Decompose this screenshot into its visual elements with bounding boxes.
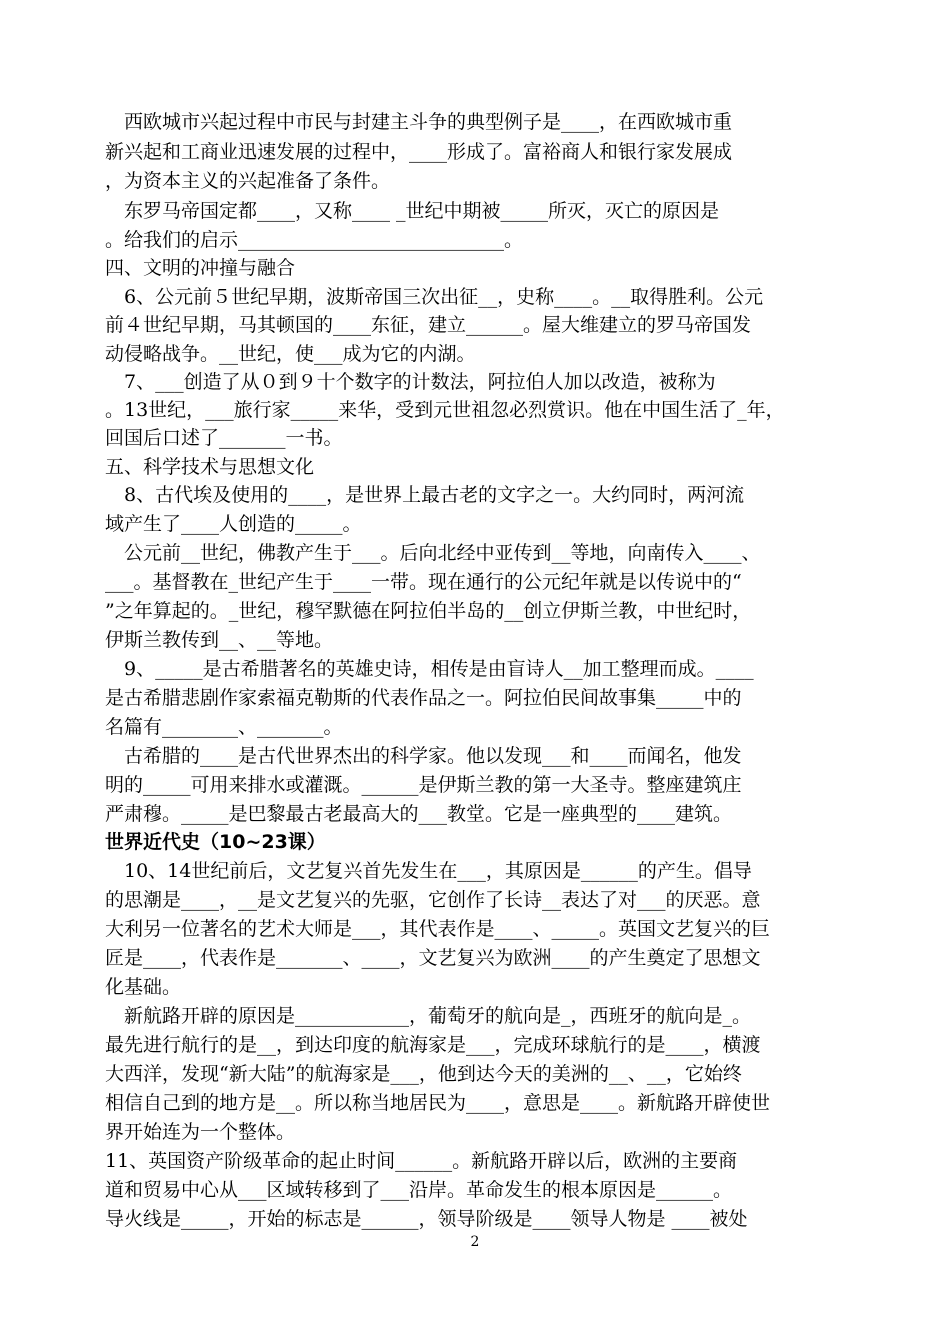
text-line: 最先进行航行的是__，到达印度的航海家是___，完成环球航行的是____，横渡 <box>105 1034 761 1056</box>
text-line: 9、_____是古希腊著名的英雄史诗，相传是由盲诗人__加工整理而成。____ <box>105 658 754 680</box>
text-line: 6、公元前５世纪早期，波斯帝国三次出征__，史称____。__取得胜利。公元 <box>105 286 764 308</box>
text-line: 的思潮是____，__是文艺复兴的先驱，它创作了长诗__表达了对___的厌恶。意 <box>105 889 761 911</box>
text-line: 大西洋，发现“新大陆”的航海家是___，他到达今天的美洲的__、__，它始终 <box>105 1063 742 1085</box>
text-line: 前４世纪早期，马其顿国的____东征，建立______。屋大维建立的罗马帝国发 <box>105 314 752 336</box>
text-line: ___。基督教在_世纪产生于____一带。现在通行的公元纪年就是以传说中的“ <box>105 571 742 593</box>
text-line: 11、英国资产阶级革命的起止时间______。新航路开辟以后，欧洲的主要商 <box>105 1150 738 1172</box>
text-line: ，为资本主义的兴起准备了条件。 <box>105 170 391 192</box>
text-line: 匠是____，代表作是_______、____，文艺复兴为欧洲____的产生奠定了思想文 <box>105 947 761 969</box>
text-line: 。给我们的启示____________________________。 <box>105 229 524 251</box>
text-line: 伊斯兰教传到__、__等地。 <box>105 629 334 651</box>
text-line: 。13世纪，___旅行家_____来华，受到元世祖忽必烈赏识。他在中国生活了_年， <box>105 399 785 421</box>
text-line: 化基础。 <box>105 976 182 998</box>
text-line: 8、古代埃及使用的____，是世界上最古老的文字之一。大约同时，两河流 <box>105 484 745 506</box>
text-line: ”之年算起的。_世纪，穆罕默德在阿拉伯半岛的__创立伊斯兰教，中世纪时， <box>105 600 752 622</box>
text-line: 明的_____可用来排水或灌溉。______是伊斯兰教的第一大圣寺。整座建筑庄 <box>105 774 742 796</box>
text-line: 10、14世纪前后，文艺复兴首先发生在___，其原因是______的产生。倡导 <box>105 860 752 882</box>
section-heading: 四、文明的冲撞与融合 <box>105 257 296 279</box>
text-line: 界开始连为一个整体。 <box>105 1121 296 1143</box>
section-heading: 五、科学技术与思想文化 <box>105 456 315 478</box>
text-line: 7、___创造了从０到９十个数字的计数法，阿拉伯人加以改造，被称为 <box>105 371 716 393</box>
text-line: 名篇有________、_______。 <box>105 716 343 738</box>
text-line: 新航路开辟的原因是____________，葡萄牙的航向是_，西班牙的航向是_。 <box>105 1005 752 1027</box>
text-line: 回国后口述了_______一书。 <box>105 427 343 449</box>
chapter-heading: 世界近代史（10~23课） <box>105 831 326 853</box>
text-line: 公元前__世纪，佛教产生于___。后向北经中亚传到__等地，向南传入____、 <box>105 542 761 564</box>
text-line: 动侵略战争。__世纪，使___成为它的内湖。 <box>105 343 476 365</box>
text-line: 域产生了____人创造的_____。 <box>105 513 362 535</box>
text-line: 道和贸易中心从___区域转移到了___沿岸。革命发生的根本原因是______。 <box>105 1179 733 1201</box>
page-number: 2 <box>470 1234 480 1250</box>
text-line: 新兴起和工商业迅速发展的过程中，____形成了。富裕商人和银行家发展成 <box>105 141 733 163</box>
text-line: 西欧城市兴起过程中市民与封建主斗争的典型例子是____，在西欧城市重 <box>105 111 733 133</box>
text-line: 严肃穆。_____是巴黎最古老最高大的___教堂。它是一座典型的____建筑。 <box>105 803 733 825</box>
text-line: 相信自己到的地方是__。所以称当地居民为____，意思是____。新航路开辟使世 <box>105 1092 771 1114</box>
text-line: 是古希腊悲剧作家索福克勒斯的代表作品之一。阿拉伯民间故事集_____中的 <box>105 687 742 709</box>
text-line: 东罗马帝国定都____，又称____ _世纪中期被_____所灭，灭亡的原因是 <box>105 200 720 222</box>
text-line: 大利另一位著名的艺术大师是___，其代表作是____、_____。英国文艺复兴的巨 <box>105 918 771 940</box>
text-line: 导火线是_____，开始的标志是______，领导阶级是____领导人物是 ____被处 <box>105 1208 748 1230</box>
text-line: 古希腊的____是古代世界杰出的科学家。他以发现___和____而闻名，他发 <box>105 745 742 767</box>
